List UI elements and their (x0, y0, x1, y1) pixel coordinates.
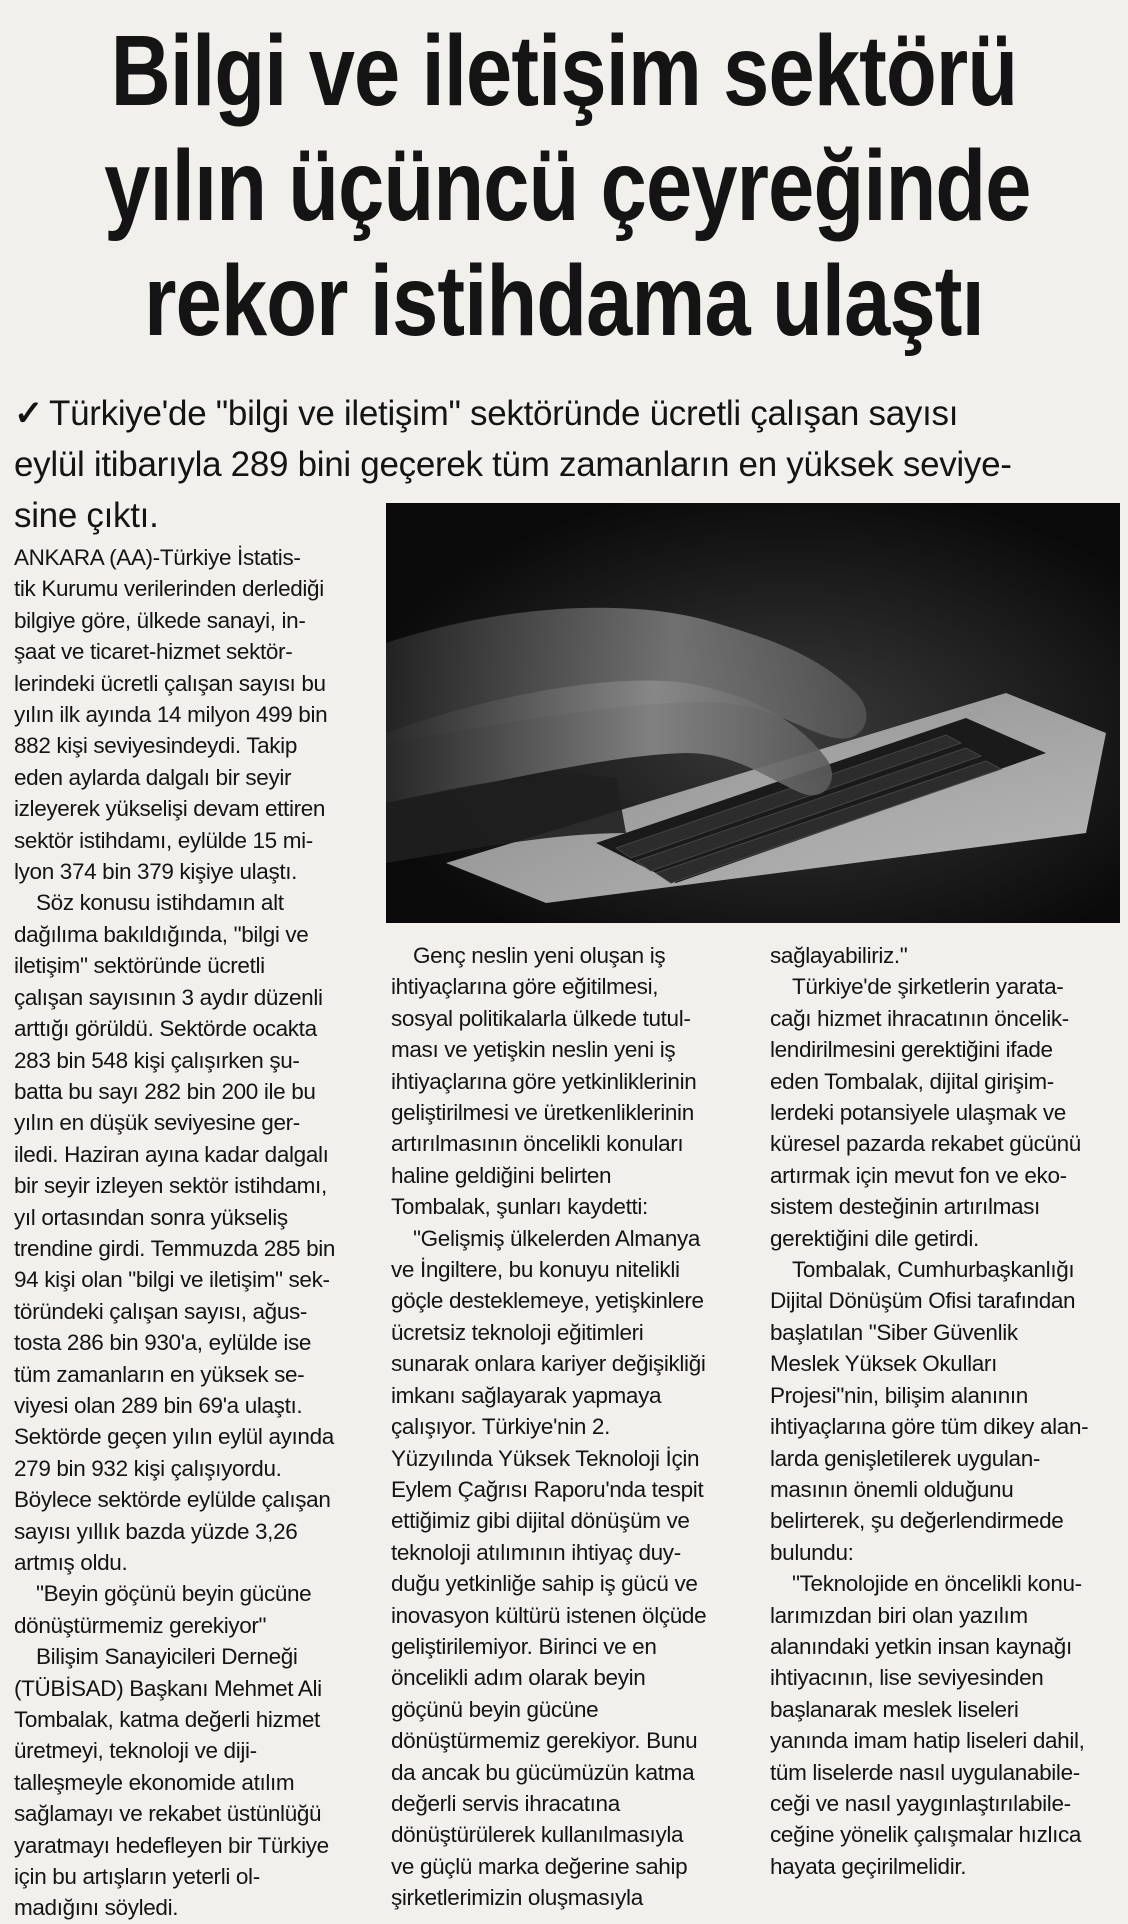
article-line: artırılmasının öncelikli konuları (391, 1131, 684, 1157)
article-line: ceğine yönelik çalışmalar hızlıca (770, 1822, 1082, 1848)
article-line: gerektiğini dile getirdi. (770, 1225, 979, 1251)
article-line: dönüştürmemiz gerekiyor. Bunu (391, 1728, 698, 1754)
article-line: Yüzyılında Yüksek Teknoloji İçin (391, 1445, 700, 1471)
article-line: başlanarak meslek liseleri (770, 1696, 1019, 1722)
laptop-typing-illustration (386, 503, 1120, 923)
article-line: belirterek, şu değerlendirmede (770, 1508, 1064, 1534)
article-line: Sektörde geçen yılın eylül ayında (14, 1424, 334, 1450)
article-line: tüm zamanların en yüksek se- (14, 1361, 305, 1387)
headline-line-1: Bilgi ve iletişim sektörü (110, 15, 1018, 127)
article-line: ihtiyaçlarına göre eğitilmesi, (391, 974, 659, 1000)
article-line: lerindeki ücretli çalışan sayısı bu (14, 670, 326, 696)
article-line: 94 kişi olan "bilgi ve iletişim" sek- (14, 1267, 330, 1293)
article-line: ücretsiz teknoloji eğitimleri (391, 1319, 644, 1345)
article-line: "Beyin göçünü beyin gücüne (36, 1581, 312, 1607)
article-line: Projesi"nin, bilişim alanının (770, 1382, 1028, 1408)
article-line: tüm liselerde nasıl uygulanabile- (770, 1759, 1080, 1785)
article-line: sayısı yıllık bazda yüzde 3,26 (14, 1518, 298, 1544)
article-line: cağı hizmet ihracatının öncelik- (770, 1005, 1069, 1031)
article-line: şaat ve ticaret-hizmet sektör- (14, 639, 293, 665)
article-line: batta bu sayı 282 bin 200 ile bu (14, 1078, 316, 1104)
article-line: Tombalak, Cumhurbaşkanlığı (792, 1257, 1075, 1283)
article-line: larda genişletilerek uygulan- (770, 1445, 1041, 1471)
article-line: 279 bin 932 kişi çalışıyordu. (14, 1455, 282, 1481)
subheadline-line-3: sine çıktı. (14, 496, 159, 535)
article-line: üretmeyi, teknoloji ve diji- (14, 1738, 257, 1764)
article-line: sektör istihdamı, eylülde 15 mi- (14, 827, 313, 853)
article-line: eden Tombalak, dijital girişim- (770, 1068, 1054, 1094)
article-line: dağılıma bakıldığında, "bilgi ve (14, 921, 309, 947)
article-line: küresel pazarda rekabet gücünü (770, 1131, 1081, 1157)
article-line: alanındaki yetkin insan kaynağı (770, 1633, 1072, 1659)
article-line: sağlayabiliriz." (770, 943, 908, 968)
article-line: geliştirilemiyor. Birinci ve en (391, 1633, 657, 1659)
article-line: sağlamayı ve rekabet üstünlüğü (14, 1801, 322, 1827)
article-line: teknoloji atılımının ihtiyaç duy- (391, 1539, 681, 1565)
article-line: çalışan sayısının 3 aydır düzenli (14, 984, 323, 1010)
article-line: lyon 374 bin 379 kişiye ulaştı. (14, 859, 298, 885)
article-line: bilgiye göre, ülkede sanayi, in- (14, 607, 306, 633)
article-line: sosyal politikalarla ülkede tutul- (391, 1005, 691, 1031)
article-line: madığını söyledi. (14, 1895, 179, 1921)
article-line: tosta 286 bin 930'a, eylülde ise (14, 1330, 312, 1356)
article-line: göçünü beyin gücüne (391, 1696, 599, 1722)
article-line: yaratmayı hedefleyen bir Türkiye (14, 1832, 329, 1858)
article-line: Meslek Yüksek Okulları (770, 1351, 997, 1377)
article-line: yılın ilk ayında 14 milyon 499 bin (14, 702, 328, 728)
article-line: masının önemli olduğunu (770, 1476, 1014, 1502)
article-line: başlatılan "Siber Güvenlik (770, 1319, 1018, 1345)
article-line: lendirilmesini gerektiğini ifade (770, 1037, 1053, 1063)
article-line: "Teknolojide en öncelikli konu- (792, 1571, 1082, 1597)
article-line: iledi. Haziran ayına kadar dalgalı (14, 1141, 329, 1167)
article-line: ihtiyaçlarına göre yetkinliklerinin (391, 1068, 697, 1094)
article-line: dönüştürmemiz gerekiyor" (14, 1612, 267, 1638)
article-line: yıl ortasından sonra yükseliş (14, 1204, 288, 1230)
article-line: "Gelişmiş ülkelerden Almanya (413, 1225, 701, 1251)
article-line: Tombalak, şunları kaydetti: (391, 1194, 648, 1220)
article-line: hayata geçirilmelidir. (770, 1853, 967, 1879)
article-line: inovasyon kültürü istenen ölçüde (391, 1602, 707, 1628)
article-line: 882 kişi seviyesindeydi. Takip (14, 733, 297, 759)
article-line: töründeki çalışan sayısı, ağus- (14, 1298, 308, 1324)
article-line: ihtiyacının, lise seviyesinden (770, 1665, 1044, 1691)
article-line: talleşmeyle ekonomide atılım (14, 1769, 295, 1795)
article-line: Genç neslin yeni oluşan iş (413, 943, 666, 968)
headline (104, 14, 1031, 359)
article-line: Türkiye'de şirketlerin yarata- (792, 974, 1064, 1000)
article-line: Böylece sektörde eylülde çalışan (14, 1487, 331, 1513)
article-line: Bilişim Sanayicileri Derneği (36, 1644, 298, 1670)
article-line: ihtiyaçlarına göre tüm dikey alan- (770, 1414, 1089, 1440)
article-line: (TÜBİSAD) Başkanı Mehmet Ali (14, 1675, 322, 1701)
article-line: ve güçlü marka değerine sahip (391, 1853, 688, 1879)
article-line: da ancak bu gücümüzün katma (391, 1759, 695, 1785)
article-line: ceği ve nasıl yaygınlaştırılabile- (770, 1790, 1071, 1816)
article-column-3 (770, 940, 1120, 1882)
article-line: Tombalak, katma değerli hizmet (14, 1707, 320, 1733)
article-line: ması ve yetişkin neslin yeni iş (391, 1037, 676, 1063)
article-line: imkanı sağlayarak yapmaya (391, 1382, 662, 1408)
article-line: şirketlerimizin oluşmasıyla (391, 1885, 643, 1911)
article-line: yılın en düşük seviyesine ger- (14, 1110, 300, 1136)
article-line: eden aylarda dalgalı bir seyir (14, 764, 292, 790)
article-line: ve İngiltere, bu konuyu nitelikli (391, 1257, 680, 1283)
article-line: izleyerek yükselişi devam ettiren (14, 796, 326, 822)
article-line: ettiğimiz gibi dijital dönüşüm ve (391, 1508, 690, 1534)
article-line: artırmak için mevut fon ve eko- (770, 1162, 1067, 1188)
article-line: ANKARA (AA)-Türkiye İstatis- (14, 545, 301, 570)
article-line: Eylem Çağrısı Raporu'nda tespit (391, 1476, 704, 1502)
headline-line-2: yılın üçüncü çeyreğinde (104, 130, 1031, 242)
article-line: geliştirilmesi ve üretkenliklerinin (391, 1100, 694, 1126)
article-line: 283 bin 548 kişi çalışırken şu- (14, 1047, 300, 1073)
article-line: haline geldiğini belirten (391, 1162, 612, 1188)
article-line: arttığı görüldü. Sektörde ocakta (14, 1016, 317, 1042)
article-line: trendine girdi. Temmuzda 285 bin (14, 1235, 336, 1261)
article-line: değerli servis ihracatına (391, 1790, 620, 1816)
laptop-typing-photo (386, 503, 1120, 923)
article-column-2 (391, 940, 746, 1914)
article-line: öncelikli adım olarak beyin (391, 1665, 646, 1691)
article-line: yanında imam hatip liseleri dahil, (770, 1728, 1085, 1754)
subheadline-line-2: eylül itibarıyla 289 bini geçerek tüm zamanların en yüksek seviye- (14, 445, 1012, 484)
article-line: bulundu: (770, 1539, 854, 1565)
article-line: bir seyir izleyen sektör istihdamı, (14, 1173, 327, 1199)
article-line: iletişim" sektöründe ücretli (14, 953, 265, 979)
article-line: Söz konusu istihdamın alt (36, 890, 284, 916)
check-icon: ✓ (14, 394, 44, 433)
article-line: çalışıyor. Türkiye'nin 2. (391, 1414, 610, 1440)
article-line: sunarak onlara kariyer değişikliği (391, 1351, 706, 1377)
article-line: dönüştürülerek kullanılmasıyla (391, 1822, 684, 1848)
article-line: sistem desteğinin artırılması (770, 1194, 1040, 1220)
article-line: tik Kurumu verilerinden derlediği (14, 576, 324, 602)
article-column-1 (14, 542, 364, 1924)
article-line: duğu yetkinliğe sahip iş gücü ve (391, 1571, 698, 1597)
article-line: larımızdan biri olan yazılım (770, 1602, 1028, 1628)
subheadline-line-1: Türkiye'de "bilgi ve iletişim" sektöründe ücretli çalışan sayısı (49, 394, 959, 433)
article-line: artmış oldu. (14, 1550, 128, 1575)
article-line: lerdeki potansiyele ulaşmak ve (770, 1100, 1066, 1126)
article-line: Dijital Dönüşüm Ofisi tarafından (770, 1288, 1076, 1314)
article-line: göçle desteklemeye, yetişkinlere (391, 1288, 704, 1314)
headline-line-3: rekor istihdama ulaştı (144, 245, 984, 357)
article-line: viyesi olan 289 bin 69'a ulaştı. (14, 1392, 303, 1418)
article-line: için bu artışların yeterli ol- (14, 1864, 260, 1890)
